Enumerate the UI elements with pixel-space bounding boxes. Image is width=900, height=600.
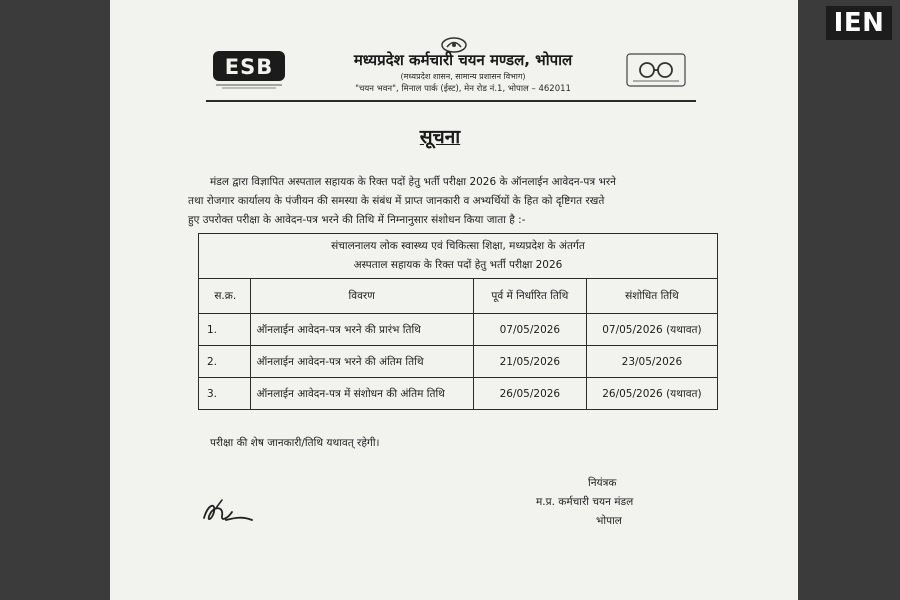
controller-title: नियंत्रक — [588, 477, 617, 489]
table-caption-line: संचालनालय लोक स्वास्थ्य एवं चिकित्सा शिक्षा, मध्यप्रदेश के अंतर्गत — [331, 240, 585, 252]
cell-serial: 1. — [199, 314, 251, 346]
intro-line: तथा रोजगार कार्यालय के पंजीयन की समस्या के संबंध में प्राप्त जानकारी व अभ्यर्थियों के हित को दृष्टिगत रखते — [188, 195, 605, 207]
cell-previous-date: 21/05/2026 — [473, 346, 586, 378]
right-margin-area — [798, 0, 900, 600]
controller-signature-block — [536, 474, 686, 531]
column-header-description: विवरण — [250, 279, 473, 314]
swachh-bharat-seal-icon — [625, 50, 687, 90]
header-divider — [206, 100, 696, 102]
cell-description: ऑनलाईन आवेदन-पत्र में संशोधन की अंतिम तिथि — [250, 378, 473, 410]
column-header-serial: स.क्र. — [199, 279, 251, 314]
cell-previous-date: 07/05/2026 — [473, 314, 586, 346]
cell-description: ऑनलाईन आवेदन-पत्र भरने की प्रारंभ तिथि — [250, 314, 473, 346]
board-subtitle: (मध्यप्रदेश शासन, सामान्य प्रशासन विभाग) — [400, 72, 526, 81]
handwritten-signature — [198, 496, 258, 528]
cell-description: ऑनलाईन आवेदन-पत्र भरने की अंतिम तिथि — [250, 346, 473, 378]
table-row — [199, 314, 718, 346]
intro-paragraph — [188, 173, 748, 230]
intro-line: हुए उपरोक्त परीक्षा के आवेदन-पत्र भरने की तिथि में निम्नानुसार संशोधन किया जाता है :- — [188, 214, 526, 226]
svg-text:ESB: ESB — [224, 55, 274, 79]
cell-serial: 2. — [199, 346, 251, 378]
board-name: मध्यप्रदेश कर्मचारी चयन मण्डल, भोपाल — [353, 51, 573, 69]
notice-title: सूचना — [419, 126, 461, 148]
controller-city: भोपाल — [596, 515, 622, 527]
board-address: "चयन भवन", मिनाल पार्क (ईस्ट), मेन रोड नं.1, भोपाल – 462011 — [355, 84, 571, 94]
left-margin-area — [0, 0, 110, 600]
cell-revised-date: 07/05/2026 (यथावत) — [586, 314, 717, 346]
cell-revised-date: 23/05/2026 — [586, 346, 717, 378]
column-header-previous-date: पूर्व में निर्धारित तिथि — [473, 279, 586, 314]
cell-revised-date: 26/05/2026 (यथावत) — [586, 378, 717, 410]
notice-document — [110, 0, 798, 600]
controller-org: म.प्र. कर्मचारी चयन मंडल — [536, 496, 634, 508]
esb-logo — [212, 50, 286, 90]
ien-watermark: IEN — [826, 6, 892, 40]
remaining-info-note: परीक्षा की शेष जानकारी/तिथि यथावत् रहेगी। — [210, 437, 380, 449]
cell-serial: 3. — [199, 378, 251, 410]
cell-previous-date: 26/05/2026 — [473, 378, 586, 410]
intro-line: मंडल द्वारा विज्ञापित अस्पताल सहायक के रिक्त पदों हेतु भर्ती परीक्षा 2026 के ऑनलाईन आवेदन-पत्र भरने — [210, 176, 616, 188]
table-row — [199, 378, 718, 410]
table-caption-line: अस्पताल सहायक के रिक्त पदों हेतु भर्ती परीक्षा 2026 — [353, 259, 563, 271]
table-caption — [199, 234, 718, 279]
column-header-revised-date: संशोधित तिथि — [586, 279, 717, 314]
schedule-table — [198, 233, 718, 410]
table-row — [199, 346, 718, 378]
